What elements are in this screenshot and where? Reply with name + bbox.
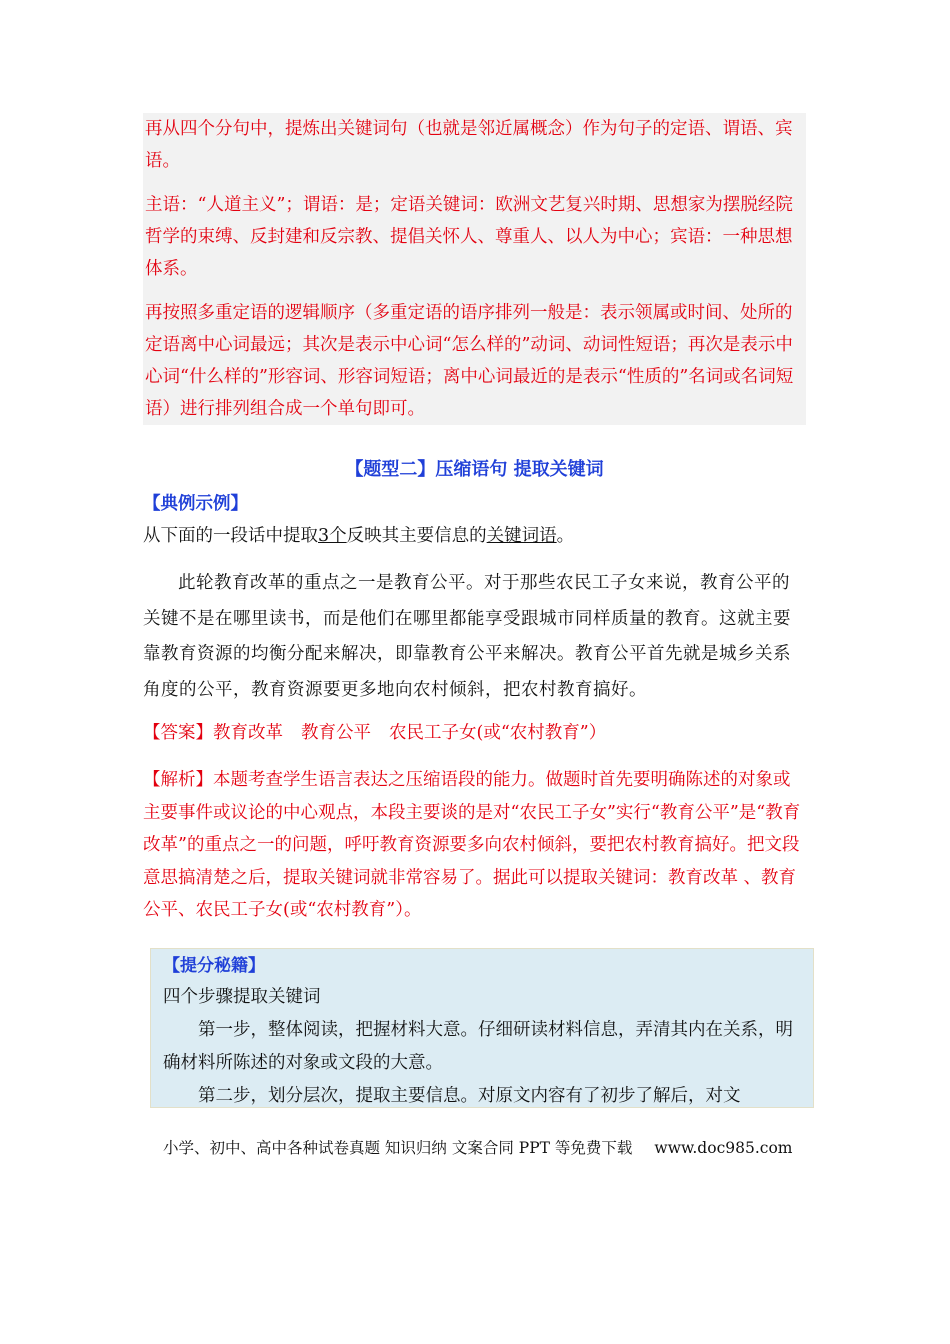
example-heading: 【典例示例】 bbox=[143, 494, 248, 514]
tips-title: 【提分秘籍】 bbox=[163, 956, 265, 976]
reading-passage: 此轮教育改革的重点之一是教育公平。对于那些农民工子女来说，教育公平的关键不是在哪里读书，而是他们在哪里都能享受跟城市同样质量的教育。这就主要靠教育资源的均衡分配来解决，即靠教育公平来解决。教育公平首先就是城乡关系角度的公平，教育资源要更多地向农村倾斜，把农村教育搞好。 bbox=[143, 573, 791, 700]
paragraph-extract-keywords: 再从四个分句中，提炼出关键词句（也就是邻近属概念）作为句子的定语、谓语、宾语。 bbox=[145, 119, 793, 171]
instruction-keyword: 关键词语 bbox=[486, 526, 557, 546]
paragraph-sentence-components: 主语：“人道主义”；谓语：是；定语关键词：欧洲文艺复兴时期、思想家为摆脱经院哲学的束缚、反封建和反宗教、提倡关怀人、尊重人、以人为中心；宾语：一种思想体系。 bbox=[145, 195, 793, 279]
answer-item-1: 教育改革 bbox=[213, 723, 283, 743]
answer-item-2: 教育公平 bbox=[301, 723, 371, 743]
answer-item-3: 农民工子女(或“农村教育”） bbox=[389, 723, 607, 743]
page-footer bbox=[163, 1137, 792, 1159]
footer-text: 小学、初中、高中各种试卷真题 知识归纳 文案合同 PPT 等免费下载 bbox=[163, 1139, 633, 1157]
tips-box bbox=[150, 948, 814, 1108]
instruction-text-middle: 反映其主要信息的 bbox=[346, 526, 487, 546]
analysis-continuation-block bbox=[143, 113, 806, 425]
analysis-paragraph bbox=[143, 764, 806, 927]
question-instruction bbox=[143, 520, 806, 552]
instruction-text-end: 。 bbox=[556, 526, 575, 546]
instruction-text-start: 从下面的一段话中提取 bbox=[143, 526, 318, 546]
tips-intro: 四个步骤提取关键词 bbox=[163, 987, 321, 1007]
answer-line bbox=[143, 717, 806, 749]
paragraph-attribute-order: 再按照多重定语的逻辑顺序（多重定语的语序排列一般是：表示领属或时间、处所的定语离中心词最远；其次是表示中心词“怎么样的”动词、动词性短语；再次是表示中心词“什么样的”形容词、形容词短语；离中心词最近的是表示“性质的”名词或名词短语）进行排列组合成一个单句即可。 bbox=[145, 303, 794, 419]
analysis-text: 本题考查学生语言表达之压缩语段的能力。做题时首先要明确陈述的对象或主要事件或议论的中心观点，本段主要谈的是对“农民工子女”实行“教育公平”是“教育改革”的重点之一的问题，呼吁教育资源要多向农村倾斜，要把农村教育搞好。把文段意思搞清楚之后，提取关键词就非常容易了。据此可以提取关键词：教育改革 、教育公平、农民工子女(或“农村教育”）。 bbox=[143, 770, 801, 920]
tips-step-2: 第二步，划分层次，提取主要信息。对原文内容有了初步了解后，对文 bbox=[198, 1086, 741, 1106]
section-title: 【题型二】压缩语句 提取关键词 bbox=[345, 459, 604, 480]
footer-url: www.doc985.com bbox=[654, 1139, 793, 1157]
tips-step-1: 第一步，整体阅读，把握材料大意。仔细研读材料信息，弄清其内在关系，明确材料所陈述的对象或文段的大意。 bbox=[163, 1020, 793, 1073]
analysis-label: 【解析】 bbox=[143, 770, 213, 790]
instruction-count: 3个 bbox=[318, 526, 347, 546]
answer-label: 【答案】 bbox=[143, 723, 213, 743]
